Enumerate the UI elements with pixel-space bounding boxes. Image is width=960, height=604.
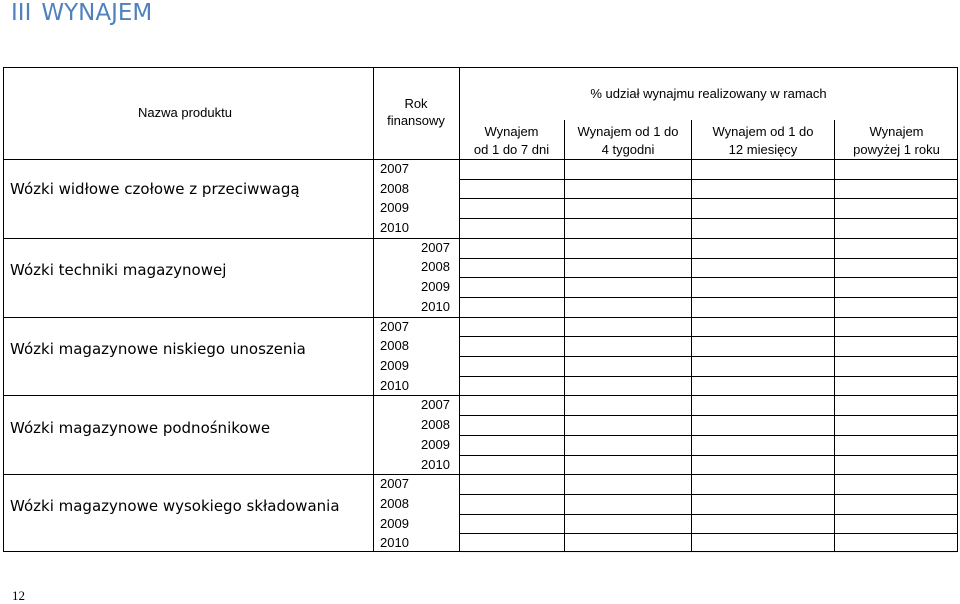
section-title-text: WYNAJEM <box>41 0 153 26</box>
group-divider <box>3 317 958 318</box>
year-cell: 2007 <box>421 397 450 412</box>
year-cell: 2009 <box>380 200 409 215</box>
year-cell: 2008 <box>421 417 450 432</box>
header-divider <box>3 159 958 160</box>
row-divider <box>459 277 958 278</box>
year-cell: 2010 <box>380 220 409 235</box>
row-divider <box>459 415 958 416</box>
product-name: Wózki widłowe czołowe z przeciwwagą <box>10 180 300 198</box>
column-divider <box>373 67 374 552</box>
page-number: 12 <box>12 588 25 603</box>
header-fiscal-year-line2: finansowy <box>387 113 445 128</box>
row-divider <box>459 435 958 436</box>
header-period-2-line1: Wynajem od 1 do <box>577 124 679 139</box>
product-name: Wózki magazynowe podnośnikowe <box>10 419 271 437</box>
row-divider <box>459 336 958 337</box>
row-divider <box>459 376 958 377</box>
header-share-group: % udział wynajmu realizowany w ramach <box>590 86 827 101</box>
header-fiscal-year-line1: Rok <box>404 96 428 111</box>
group-divider <box>3 238 958 239</box>
year-cell: 2010 <box>380 535 409 550</box>
year-cell: 2007 <box>380 319 409 334</box>
year-cell: 2008 <box>380 496 409 511</box>
row-divider <box>459 218 958 219</box>
product-name: Wózki magazynowe niskiego unoszenia <box>10 340 306 358</box>
header-period-2-line2: 4 tygodni <box>601 142 655 157</box>
header-period-3-line2: 12 miesięcy <box>728 142 798 157</box>
header-product-name: Nazwa produktu <box>138 105 232 120</box>
year-cell: 2008 <box>421 259 450 274</box>
year-cell: 2008 <box>380 338 409 353</box>
year-cell: 2010 <box>421 299 450 314</box>
group-divider <box>3 474 958 475</box>
header-period-4-line2: powyżej 1 roku <box>853 142 940 157</box>
row-divider <box>459 297 958 298</box>
row-divider <box>459 179 958 180</box>
year-cell: 2010 <box>380 378 409 393</box>
row-divider <box>459 258 958 259</box>
year-cell: 2007 <box>380 476 409 491</box>
header-period-4-line1: Wynajem <box>869 124 924 139</box>
product-name: Wózki techniki magazynowej <box>10 261 227 279</box>
year-cell: 2009 <box>380 358 409 373</box>
year-cell: 2009 <box>421 279 450 294</box>
section-title <box>11 0 152 27</box>
year-cell: 2008 <box>380 181 409 196</box>
year-cell: 2010 <box>421 457 450 472</box>
header-period-1-line2: od 1 do 7 dni <box>473 142 550 157</box>
row-divider <box>459 455 958 456</box>
row-divider <box>459 514 958 515</box>
row-divider <box>459 533 958 534</box>
year-cell: 2007 <box>380 161 409 176</box>
row-divider <box>459 494 958 495</box>
group-divider <box>3 395 958 396</box>
section-number: III <box>11 0 32 26</box>
year-cell: 2009 <box>380 516 409 531</box>
row-divider <box>459 198 958 199</box>
header-period-3-line1: Wynajem od 1 do <box>712 124 814 139</box>
year-cell: 2009 <box>421 437 450 452</box>
row-divider <box>459 356 958 357</box>
header-period-1-line1: Wynajem <box>484 124 539 139</box>
product-name: Wózki magazynowe wysokiego składowania <box>10 497 340 515</box>
year-cell: 2007 <box>421 240 450 255</box>
